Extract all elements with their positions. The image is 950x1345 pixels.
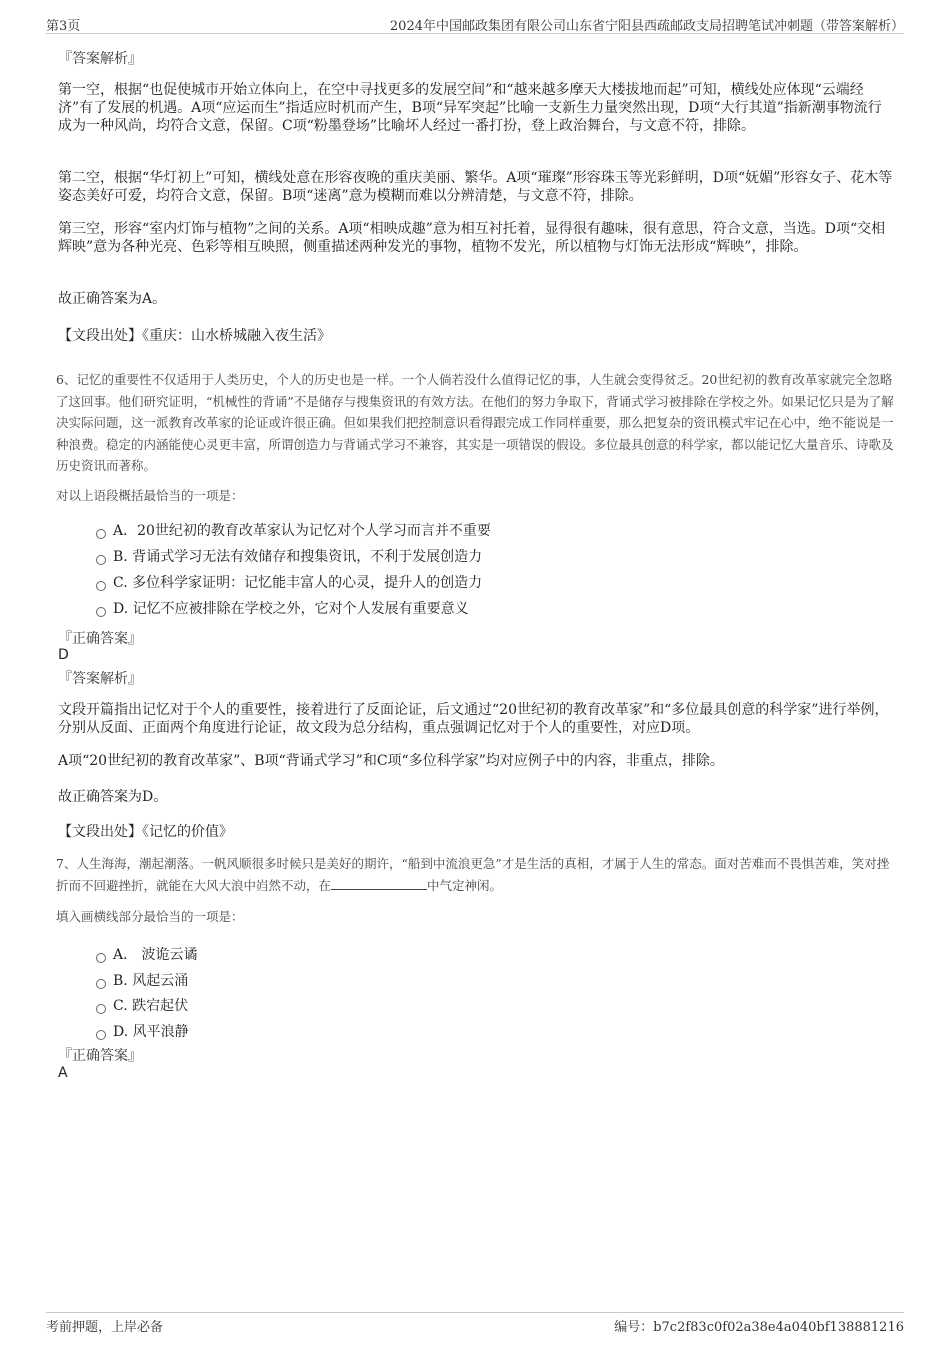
page-header xyxy=(46,13,904,34)
option-label: B. 风起云涌 xyxy=(113,973,189,989)
radio-button-icon[interactable] xyxy=(96,581,106,591)
page-footer xyxy=(46,1312,904,1333)
option-label: D. 风平浪静 xyxy=(113,1024,189,1040)
q6-option-c[interactable] xyxy=(96,572,482,592)
q7-text-after: 中气定神闲。 xyxy=(427,877,503,893)
q6-correct-answer: D xyxy=(58,647,69,663)
q7-option-b[interactable] xyxy=(96,970,188,990)
radio-button-icon[interactable] xyxy=(96,953,106,963)
radio-button-icon[interactable] xyxy=(96,555,106,565)
q7-correct-answer: A xyxy=(58,1065,68,1081)
q6-option-d[interactable] xyxy=(96,598,469,618)
q6-analysis-para-1: 文段开篇指出记忆对于个人的重要性，接着进行了反面论证，后文通过“20世纪初的教育改革家”和“多位最具创意的科学家”进行举例，分别从反面、正面两个角度进行论证，故文段为总分结构，重点强调记忆对于个人的重要性，对应D项。 xyxy=(58,702,889,736)
fill-blank-line xyxy=(331,877,427,890)
radio-button-icon[interactable] xyxy=(96,529,106,539)
q6-question-text: 6、记忆的重要性不仅适用于人类历史，个人的历史也是一样。一个人倘若没什么值得记忆的事，人生就会变得贫乏。20世纪初的教育改革家就完全忽略了这回事。他们研究证明，“机械性的背诵”不是储存与搜集资讯的有效方法。在他们的努力争取下，背诵式学习被排除在学校之外。如果记忆只是为了解决实际问题，这一派教育改革家的论证或许很正确。但如果我们把控制意识看得跟完成工作同样重要，那么把复杂的资讯模式牢记在心中，绝不能说是一种浪费。稳定的内涵能使心灵更丰富，所谓创造力与背诵式学习不兼容，其实是一项错误的假设。多位最具创意的科学家，都以能记忆大量音乐、诗歌及历史资讯而著称。 xyxy=(56,372,894,473)
q5-analysis-para-3: 第三空，形容“室内灯饰与植物”之间的关系。A项“相映成趣”意为相互衬托着，显得很有趣味，很有意思，符合文意，当选。D项“交相辉映”意为各种光亮、色彩等相互映照，侧重描述两种发光的事物，植物不发光，所以植物与灯饰无法形成“辉映”，排除。 xyxy=(58,221,886,255)
q7-option-c[interactable] xyxy=(96,995,188,1015)
q6-correct-label: 『正确答案』 xyxy=(58,631,142,647)
q6-conclusion: 故正确答案为D。 xyxy=(58,789,168,805)
option-label: D. 记忆不应被排除在学校之外，它对个人发展有重要意义 xyxy=(113,601,469,617)
q7-prompt: 填入画横线部分最恰当的一项是： xyxy=(56,909,244,924)
q5-analysis-label: 『答案解析』 xyxy=(58,51,142,67)
option-label: A． 波诡云谲 xyxy=(113,947,198,963)
option-label: C. 跌宕起伏 xyxy=(113,998,189,1014)
radio-button-icon[interactable] xyxy=(96,1030,106,1040)
footer-slogan: 考前押题，上岸必备 xyxy=(46,1320,164,1335)
q7-option-d[interactable] xyxy=(96,1021,189,1041)
option-label: B. 背诵式学习无法有效储存和搜集资讯，不利于发展创造力 xyxy=(113,549,483,565)
q6-option-a[interactable] xyxy=(96,520,491,540)
q6-analysis-para-2: A项“20世纪初的教育改革家”、B项“背诵式学习”和C项“多位科学家”均对应例子中的内容，非重点，排除。 xyxy=(58,753,724,769)
q6-option-b[interactable] xyxy=(96,546,482,566)
document-title: 2024年中国邮政集团有限公司山东省宁阳县西疏邮政支局招聘笔试冲刺题（带答案解析） xyxy=(389,19,904,34)
q5-analysis-para-2: 第二空，根据“华灯初上”可知，横线处意在形容夜晚的重庆美丽、繁华。A项“璀璨”形容珠玉等光彩鲜明，D项“妩媚”形容女子、花木等姿态美好可爱，均符合文意，保留。B项“迷离”意为模糊而难以分辨清楚，与文意不符，排除。 xyxy=(58,170,893,204)
document-id: 编号：b7c2f83c0f02a38e4a040bf138881216 xyxy=(614,1320,904,1335)
q7-question-text xyxy=(56,853,898,896)
option-label: A．20世纪初的教育改革家认为记忆对个人学习而言并不重要 xyxy=(113,523,491,539)
option-label: C. 多位科学家证明：记忆能丰富人的心灵，提升人的创造力 xyxy=(113,575,483,591)
q7-option-a[interactable] xyxy=(96,944,198,964)
q6-source: 【文段出处】《记忆的价值》 xyxy=(58,824,233,840)
q7-correct-label: 『正确答案』 xyxy=(58,1048,142,1064)
page-number: 第3页 xyxy=(46,19,81,34)
q7-text-before: 7、人生海海，潮起潮落。一帆风顺很多时候只是美好的期许，“船到中流浪更急”才是生活的真相，才属于人生的常态。面对苦难而不畏惧苦难，笑对挫折而不回避挫折，就能在大风大浪中岿然不动，在 xyxy=(56,856,890,893)
q5-analysis-para-1: 第一空，根据“也促使城市开始立体向上，在空中寻找更多的发展空间”和“越来越多摩天大楼拔地而起”可知，横线处应体现“云端经济”有了发展的机遇。A项“应运而生”指适应时机而产生，B项“异军突起”比喻一支新生力量突然出现，D项“大行其道”指新潮事物流行成为一种风尚，均符合文意，保留。C项“粉墨登场”比喻坏人经过一番打扮，登上政治舞台，与文意不符，排除。 xyxy=(58,82,882,134)
q6-analysis-label: 『答案解析』 xyxy=(58,671,142,687)
radio-button-icon[interactable] xyxy=(96,1004,106,1014)
q5-conclusion: 故正确答案为A。 xyxy=(58,291,167,307)
q6-prompt: 对以上语段概括最恰当的一项是： xyxy=(56,488,244,503)
radio-button-icon[interactable] xyxy=(96,979,106,989)
q5-source: 【文段出处】《重庆：山水桥城融入夜生活》 xyxy=(58,328,331,344)
radio-button-icon[interactable] xyxy=(96,607,106,617)
